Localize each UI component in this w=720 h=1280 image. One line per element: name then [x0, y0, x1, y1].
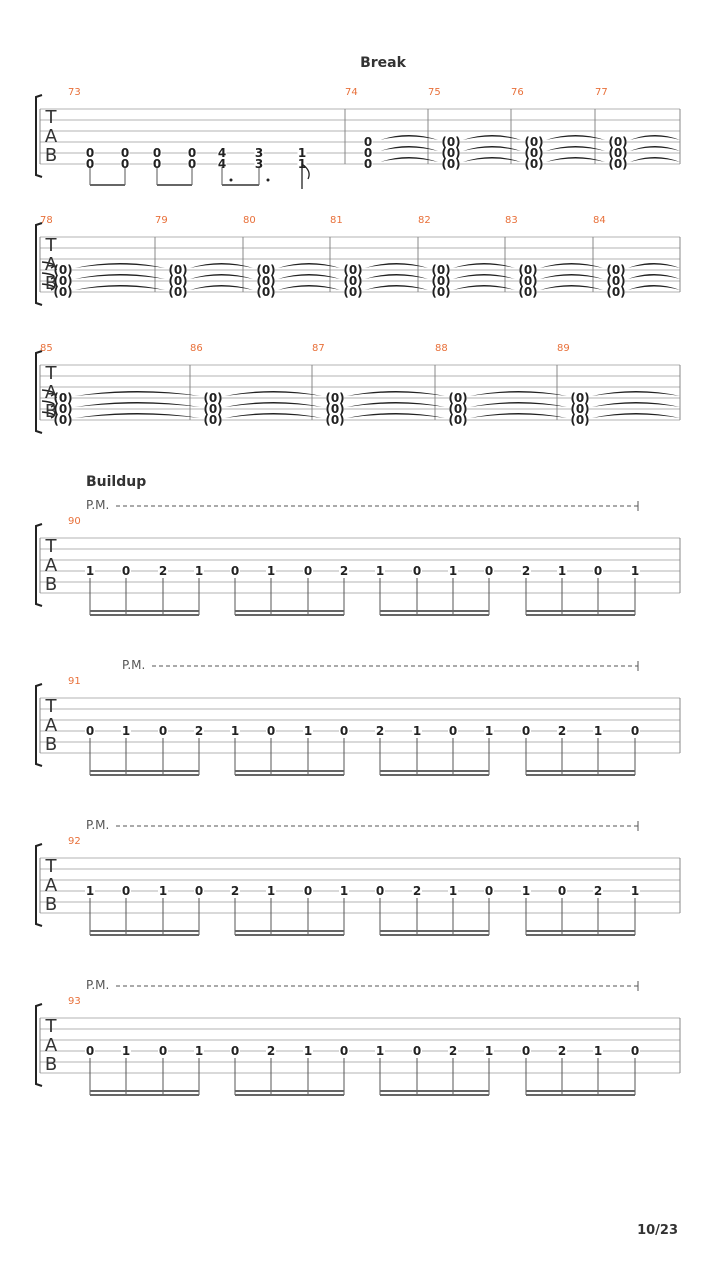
tie-arc — [453, 263, 515, 268]
fret-number: (0) — [570, 391, 590, 405]
fret-number: 1 — [593, 1044, 603, 1058]
fret-number: 0 — [230, 1044, 240, 1058]
fret-number: 0 — [158, 724, 168, 738]
fret-number: 1 — [303, 1044, 313, 1058]
tab-clef-a: A — [44, 254, 58, 275]
fret-number: 0 — [339, 724, 349, 738]
fret-number: 1 — [85, 564, 95, 578]
bar-number: 73 — [68, 87, 81, 98]
fret-number: 0 — [152, 146, 162, 160]
tie-arc — [453, 285, 515, 290]
fret-number: 1 — [339, 884, 349, 898]
fret-number: (0) — [448, 391, 468, 405]
fret-number: (0) — [343, 263, 363, 277]
fret-number: 1 — [194, 1044, 204, 1058]
fret-number: (0) — [518, 285, 538, 299]
fret-number: 0 — [85, 157, 95, 171]
tie-arc — [630, 146, 680, 151]
bar-number: 76 — [511, 87, 524, 98]
staff-bracket — [36, 684, 42, 766]
fret-number: 1 — [448, 564, 458, 578]
fret-number: 1 — [85, 884, 95, 898]
fret-number: 0 — [85, 724, 95, 738]
tab-clef-a: A — [44, 555, 58, 576]
fret-number: 0 — [363, 146, 373, 160]
tie-arc — [540, 274, 603, 279]
fret-number: 0 — [85, 146, 95, 160]
tab-clef-t: T — [45, 1016, 57, 1037]
tie-arc — [546, 146, 605, 151]
fret-number: 0 — [187, 157, 197, 171]
tab-clef-a: A — [44, 715, 58, 736]
fret-number: 0 — [230, 564, 240, 578]
tab-clef-b: B — [44, 1054, 58, 1075]
tie-arc — [540, 263, 603, 268]
tie-arc — [380, 157, 438, 162]
tie-arc — [365, 285, 428, 290]
fret-number: (0) — [325, 413, 345, 427]
fret-number: (0) — [325, 391, 345, 405]
tab-clef-b: B — [44, 894, 58, 915]
fret-number: 0 — [484, 564, 494, 578]
tie-arc — [546, 135, 605, 140]
tie-arc — [628, 274, 680, 279]
fret-number: 0 — [375, 884, 385, 898]
tie-arc — [225, 391, 322, 396]
tie-arc — [380, 135, 438, 140]
fret-number: (0) — [431, 274, 451, 288]
staff-bracket — [36, 351, 42, 433]
tie-arc — [347, 391, 445, 396]
staff-bracket — [36, 223, 42, 305]
fret-number: 2 — [158, 564, 168, 578]
fret-number: 2 — [557, 1044, 567, 1058]
fret-number: 2 — [448, 1044, 458, 1058]
section-label: Break — [360, 55, 406, 71]
fret-number: 0 — [266, 724, 276, 738]
fret-number: 1 — [593, 724, 603, 738]
tab-clef-b: B — [44, 145, 58, 166]
fret-number: 0 — [187, 146, 197, 160]
tab-clef-t: T — [45, 696, 57, 717]
fret-number: 0 — [194, 884, 204, 898]
fret-number: (0) — [325, 402, 345, 416]
tie-arc — [470, 402, 567, 407]
fret-number: 2 — [266, 1044, 276, 1058]
fret-number: 3 — [254, 157, 264, 171]
fret-number: (0) — [343, 274, 363, 288]
fret-number: (0) — [441, 157, 461, 171]
fret-number: (0) — [608, 146, 628, 160]
fret-number: 0 — [85, 1044, 95, 1058]
tab-clef-b: B — [44, 574, 58, 595]
tie-arc — [190, 285, 253, 290]
fret-number: 2 — [521, 564, 531, 578]
bar-number: 87 — [312, 343, 325, 354]
fret-number: 1 — [375, 1044, 385, 1058]
fret-number: (0) — [53, 391, 73, 405]
fret-number: 2 — [375, 724, 385, 738]
tab-clef-t: T — [45, 536, 57, 557]
tie-arc — [453, 274, 515, 279]
fret-number: 2 — [557, 724, 567, 738]
staff-bracket — [36, 95, 42, 177]
fret-number: 1 — [121, 1044, 131, 1058]
bar-number: 82 — [418, 215, 431, 226]
fret-number: 0 — [121, 564, 131, 578]
tie-arc — [75, 413, 200, 418]
fret-number: 0 — [448, 724, 458, 738]
fret-number: 0 — [303, 884, 313, 898]
tie-arc — [630, 157, 680, 162]
page-number: 10/23 — [637, 1223, 678, 1238]
palm-mute-label: P.M. — [122, 658, 146, 672]
bar-number: 74 — [345, 87, 358, 98]
fret-number: (0) — [431, 263, 451, 277]
tie-arc — [592, 402, 680, 407]
tie-arc — [365, 274, 428, 279]
fret-number: 0 — [521, 724, 531, 738]
fret-number: (0) — [168, 274, 188, 288]
dot — [230, 179, 233, 182]
fret-number: 1 — [121, 724, 131, 738]
fret-number: 4 — [217, 157, 227, 171]
tie-arc — [470, 391, 567, 396]
tie-arc — [540, 285, 603, 290]
tie-arc — [347, 413, 445, 418]
bar-number: 77 — [595, 87, 608, 98]
tab-clef-a: A — [44, 382, 58, 403]
fret-number: (0) — [606, 263, 626, 277]
staff-bracket — [36, 844, 42, 926]
tie-arc — [380, 146, 438, 151]
fret-number: (0) — [606, 285, 626, 299]
bar-number: 81 — [330, 215, 343, 226]
tie-arc — [592, 413, 680, 418]
tab-clef-a: A — [44, 126, 58, 147]
fret-number: (0) — [518, 274, 538, 288]
fret-number: 0 — [412, 564, 422, 578]
fret-number: 1 — [297, 146, 307, 160]
dot — [267, 179, 270, 182]
tab-clef-b: B — [44, 273, 58, 294]
fret-number: 0 — [593, 564, 603, 578]
fret-number: 0 — [152, 157, 162, 171]
tie-arc — [463, 146, 521, 151]
tie-arc — [592, 391, 680, 396]
tie-arc — [75, 402, 200, 407]
fret-number: 1 — [158, 884, 168, 898]
bar-number: 84 — [593, 215, 606, 226]
palm-mute-label: P.M. — [86, 498, 110, 512]
tab-clef-a: A — [44, 1035, 58, 1056]
fret-number: 1 — [484, 1044, 494, 1058]
fret-number: 4 — [217, 146, 227, 160]
tab-clef-t: T — [45, 363, 57, 384]
fret-number: 1 — [521, 884, 531, 898]
palm-mute-label: P.M. — [86, 978, 110, 992]
fret-number: (0) — [53, 274, 73, 288]
fret-number: (0) — [343, 285, 363, 299]
fret-number: 2 — [593, 884, 603, 898]
tab-clef-t: T — [45, 235, 57, 256]
fret-number: (0) — [168, 263, 188, 277]
tie-arc — [75, 263, 165, 268]
fret-number: 0 — [363, 157, 373, 171]
fret-number: 1 — [266, 564, 276, 578]
fret-number: 0 — [303, 564, 313, 578]
tie-arc — [470, 413, 567, 418]
fret-number: 0 — [120, 146, 130, 160]
tie-arc — [278, 285, 340, 290]
bar-number: 90 — [68, 516, 81, 527]
bar-number: 75 — [428, 87, 441, 98]
fret-number: 2 — [194, 724, 204, 738]
staff-bracket — [36, 1004, 42, 1086]
palm-mute-label: P.M. — [86, 818, 110, 832]
fret-number: (0) — [441, 135, 461, 149]
tie-arc — [190, 274, 253, 279]
tie-arc — [278, 263, 340, 268]
fret-number: 0 — [339, 1044, 349, 1058]
tie-arc — [75, 285, 165, 290]
section-label: Buildup — [86, 474, 147, 490]
fret-number: (0) — [524, 157, 544, 171]
fret-number: 1 — [484, 724, 494, 738]
fret-number: 0 — [412, 1044, 422, 1058]
fret-number: 0 — [484, 884, 494, 898]
fret-number: (0) — [431, 285, 451, 299]
fret-number: (0) — [168, 285, 188, 299]
fret-number: 3 — [254, 146, 264, 160]
fret-number: 1 — [266, 884, 276, 898]
tie-arc — [628, 263, 680, 268]
fret-number: 1 — [557, 564, 567, 578]
fret-number: 0 — [630, 724, 640, 738]
fret-number: (0) — [53, 402, 73, 416]
bar-number: 93 — [68, 996, 81, 1007]
fret-number: (0) — [256, 285, 276, 299]
fret-number: (0) — [608, 135, 628, 149]
bar-number: 86 — [190, 343, 203, 354]
fret-number: 0 — [120, 157, 130, 171]
fret-number: 1 — [194, 564, 204, 578]
bar-number: 78 — [40, 215, 53, 226]
fret-number: 1 — [230, 724, 240, 738]
fret-number: 0 — [363, 135, 373, 149]
fret-number: 1 — [412, 724, 422, 738]
fret-number: 1 — [630, 884, 640, 898]
tie-arc — [463, 157, 521, 162]
fret-number: 0 — [630, 1044, 640, 1058]
fret-number: 0 — [557, 884, 567, 898]
tie-arc — [630, 135, 680, 140]
fret-number: (0) — [53, 285, 73, 299]
fret-number: 1 — [303, 724, 313, 738]
fret-number: (0) — [53, 263, 73, 277]
fret-number: (0) — [53, 413, 73, 427]
tie-arc — [365, 263, 428, 268]
bar-number: 79 — [155, 215, 168, 226]
fret-number: 0 — [121, 884, 131, 898]
bar-number: 83 — [505, 215, 518, 226]
tie-arc — [278, 274, 340, 279]
tie-arc — [190, 263, 253, 268]
fret-number: (0) — [256, 263, 276, 277]
fret-number: 1 — [630, 564, 640, 578]
tie-arc — [225, 413, 322, 418]
tab-clef-b: B — [44, 401, 58, 422]
tie-arc — [628, 285, 680, 290]
fret-number: 1 — [448, 884, 458, 898]
fret-number: 1 — [297, 157, 307, 171]
tie-arc — [75, 391, 200, 396]
fret-number: (0) — [570, 402, 590, 416]
fret-number: 2 — [230, 884, 240, 898]
fret-number: 0 — [158, 1044, 168, 1058]
fret-number: 2 — [339, 564, 349, 578]
staff-bracket — [36, 524, 42, 606]
fret-number: 1 — [375, 564, 385, 578]
fret-number: (0) — [203, 413, 223, 427]
bar-number: 80 — [243, 215, 256, 226]
fret-number: (0) — [606, 274, 626, 288]
tie-arc — [225, 402, 322, 407]
tie-arc — [75, 274, 165, 279]
bar-number: 92 — [68, 836, 81, 847]
tab-clef-t: T — [45, 107, 57, 128]
fret-number: (0) — [524, 135, 544, 149]
fret-number: 2 — [412, 884, 422, 898]
fret-number: (0) — [203, 402, 223, 416]
fret-number: (0) — [448, 413, 468, 427]
fret-number: (0) — [256, 274, 276, 288]
bar-number: 88 — [435, 343, 448, 354]
fret-number: (0) — [203, 391, 223, 405]
fret-number: (0) — [441, 146, 461, 160]
tab-clef-b: B — [44, 734, 58, 755]
fret-number: (0) — [448, 402, 468, 416]
tab-clef-a: A — [44, 875, 58, 896]
bar-number: 91 — [68, 676, 81, 687]
bar-number: 89 — [557, 343, 570, 354]
fret-number: (0) — [608, 157, 628, 171]
fret-number: 0 — [521, 1044, 531, 1058]
fret-number: (0) — [524, 146, 544, 160]
fret-number: (0) — [570, 413, 590, 427]
tab-clef-t: T — [45, 856, 57, 877]
fret-number: (0) — [518, 263, 538, 277]
bar-number: 85 — [40, 343, 53, 354]
tie-arc — [463, 135, 521, 140]
tie-arc — [546, 157, 605, 162]
tie-arc — [347, 402, 445, 407]
